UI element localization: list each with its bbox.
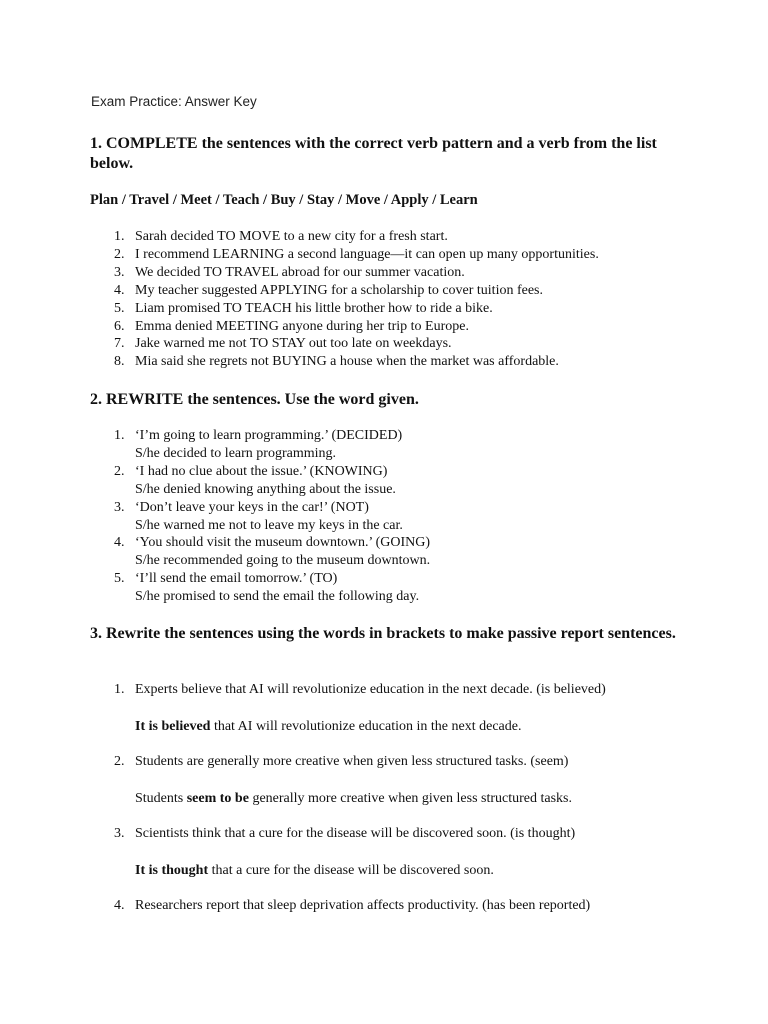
list-item [90, 825, 710, 880]
answer-post: generally more creative when given less structured tasks. [248, 791, 572, 806]
item-prompt: Scientists think that a cure for the disease will be discovered soon. (is thought) [135, 826, 576, 841]
item-text: My teacher suggested APPLYING for a scholarship to cover tuition fees. [135, 282, 544, 298]
item-number: 3. [114, 264, 125, 280]
item-number: 5. [114, 300, 125, 316]
item-text: Emma denied MEETING anyone during her trip to Europe. [135, 318, 469, 334]
item-answer [135, 790, 710, 808]
item-number: 3. [114, 826, 125, 841]
item-prompt: Researchers report that sleep deprivation affects productivity. (has been reported) [135, 898, 591, 913]
list-item [90, 427, 710, 463]
answer-post: that a cure for the disease will be discovered soon. [208, 863, 494, 878]
list-item [90, 282, 710, 300]
item-number: 5. [114, 571, 125, 587]
item-answer: S/he promised to send the email the following day. [135, 589, 420, 605]
item-number: 7. [114, 336, 125, 352]
list-item [90, 246, 710, 264]
answer-post: that AI will revolutionize education in the next decade. [210, 719, 522, 734]
section-1-list [90, 228, 710, 371]
item-answer: S/he denied knowing anything about the issue. [135, 481, 396, 497]
item-prompt: ‘I’m going to learn programming.’ (DECIDED) [135, 428, 403, 443]
list-item [90, 353, 710, 371]
section-2-list [90, 427, 710, 606]
list-item [90, 463, 710, 499]
list-item [90, 228, 710, 246]
item-answer [135, 718, 710, 736]
item-number: 3. [114, 499, 125, 515]
item-prompt: ‘Don’t leave your keys in the car!’ (NOT) [135, 499, 369, 515]
item-number: 1. [114, 428, 125, 443]
section-2-heading: 2. REWRITE the sentences. Use the word given. [90, 391, 419, 408]
item-text: I recommend LEARNING a second language—it can open up many opportunities. [135, 246, 599, 262]
list-item [90, 570, 710, 606]
list-item [90, 681, 710, 736]
list-item [90, 335, 710, 353]
section-1-heading: 1. COMPLETE the sentences with the correct verb pattern and a verb from the list below. [90, 135, 657, 172]
list-item [90, 264, 710, 282]
item-prompt: Experts believe that AI will revolutionize education in the next decade. (is believed) [135, 682, 606, 697]
item-number: 2. [114, 246, 125, 262]
item-number: 1. [114, 229, 125, 244]
item-prompt: Students are generally more creative when given less structured tasks. (seem) [135, 754, 569, 769]
item-number: 1. [114, 682, 125, 697]
item-text: We decided TO TRAVEL abroad for our summer vacation. [135, 264, 465, 280]
item-answer: S/he recommended going to the museum downtown. [135, 553, 431, 569]
item-number: 2. [114, 754, 125, 769]
answer-pre: Students [135, 791, 187, 806]
item-text: Mia said she regrets not BUYING a house when the market was affordable. [135, 354, 559, 370]
item-prompt: ‘I had no clue about the issue.’ (KNOWING) [135, 463, 388, 479]
item-number: 2. [114, 463, 125, 479]
item-text: Liam promised TO TEACH his little brother how to ride a bike. [135, 300, 493, 316]
item-number: 6. [114, 318, 125, 334]
list-item [90, 753, 710, 808]
list-item [90, 300, 710, 318]
item-text: Sarah decided TO MOVE to a new city for a fresh start. [135, 229, 448, 244]
section-3-heading: 3. Rewrite the sentences using the words in brackets to make passive report sentences. [90, 625, 676, 642]
answer-keyword: It is thought [135, 863, 209, 878]
verb-word-list: Plan / Travel / Meet / Teach / Buy / Stay / Move / Apply / Learn [90, 192, 478, 208]
item-answer: S/he decided to learn programming. [135, 445, 336, 461]
item-prompt: ‘I’ll send the email tomorrow.’ (TO) [135, 571, 338, 587]
item-answer: S/he warned me not to leave my keys in the car. [135, 517, 403, 533]
list-item [90, 318, 710, 336]
answer-keyword: It is believed [135, 719, 211, 734]
item-number: 4. [114, 282, 125, 298]
item-number: 4. [114, 898, 125, 913]
list-item [90, 534, 710, 570]
list-item [90, 897, 710, 915]
item-text: Jake warned me not TO STAY out too late on weekdays. [135, 336, 452, 352]
document-title: Exam Practice: Answer Key [91, 94, 257, 109]
list-item [90, 499, 710, 535]
item-answer [135, 862, 710, 880]
item-number: 8. [114, 354, 125, 370]
section-3-list [90, 681, 710, 932]
item-number: 4. [114, 535, 125, 551]
answer-keyword: seem to be [186, 791, 249, 806]
item-prompt: ‘You should visit the museum downtown.’ (GOING) [135, 535, 431, 551]
